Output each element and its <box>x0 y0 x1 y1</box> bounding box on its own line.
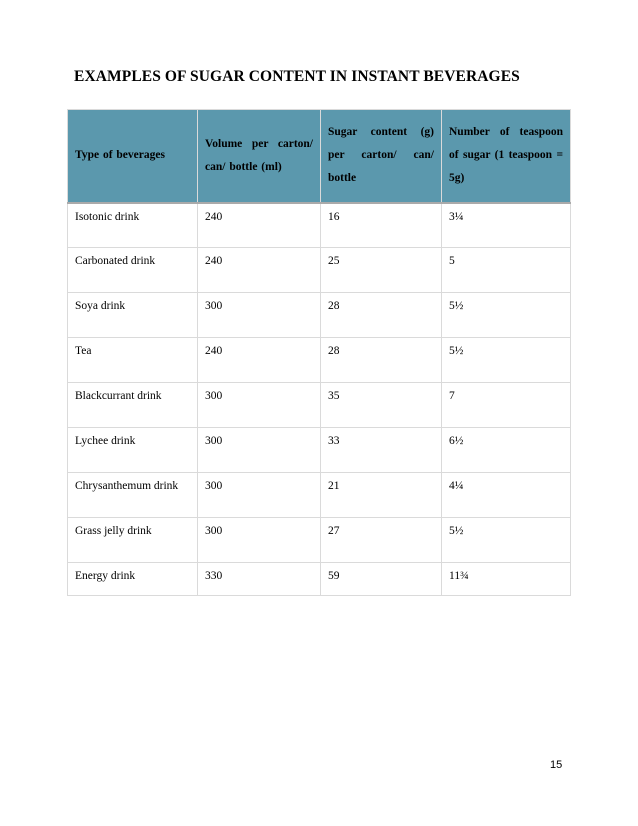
teaspoon-cell: 4¼ <box>442 473 571 518</box>
sugar-content-cell: 28 <box>321 293 442 338</box>
page-title: EXAMPLES OF SUGAR CONTENT IN INSTANT BEVERAGES <box>74 68 520 85</box>
beverage-type-cell: Blackcurrant drink <box>68 383 198 428</box>
beverage-type-cell: Lychee drink <box>68 428 198 473</box>
volume-cell: 300 <box>198 518 321 563</box>
table-row <box>68 248 571 293</box>
sugar-content-table <box>67 109 571 596</box>
header-volume: Volume per carton/ can/ bottle (ml) <box>198 110 321 203</box>
table-row <box>68 473 571 518</box>
header-sugar-content: Sugar content (g) per carton/ can/ bottle <box>321 110 442 203</box>
volume-cell: 240 <box>198 203 321 248</box>
beverage-type-cell: Carbonated drink <box>68 248 198 293</box>
teaspoon-cell: 5½ <box>442 293 571 338</box>
beverage-type-cell: Chrysanthemum drink <box>68 473 198 518</box>
teaspoon-cell: 5½ <box>442 338 571 383</box>
beverage-type-cell: Soya drink <box>68 293 198 338</box>
beverage-type-cell: Grass jelly drink <box>68 518 198 563</box>
volume-cell: 240 <box>198 248 321 293</box>
teaspoon-cell: 5 <box>442 248 571 293</box>
header-type-of-beverages: Type of beverages <box>68 110 198 203</box>
table-header <box>68 110 571 203</box>
volume-cell: 300 <box>198 293 321 338</box>
sugar-content-cell: 59 <box>321 563 442 596</box>
table-row <box>68 428 571 473</box>
teaspoon-cell: 6½ <box>442 428 571 473</box>
table-row <box>68 383 571 428</box>
volume-cell: 300 <box>198 383 321 428</box>
header-row <box>68 110 571 203</box>
sugar-content-cell: 16 <box>321 203 442 248</box>
sugar-content-cell: 35 <box>321 383 442 428</box>
teaspoon-cell: 7 <box>442 383 571 428</box>
table-row <box>68 338 571 383</box>
beverage-type-cell: Isotonic drink <box>68 203 198 248</box>
page-number: 15 <box>550 759 563 771</box>
beverage-type-cell: Tea <box>68 338 198 383</box>
teaspoon-cell: 3¼ <box>442 203 571 248</box>
teaspoon-cell: 11¾ <box>442 563 571 596</box>
table-row <box>68 518 571 563</box>
volume-cell: 300 <box>198 428 321 473</box>
teaspoon-cell: 5½ <box>442 518 571 563</box>
volume-cell: 330 <box>198 563 321 596</box>
volume-cell: 300 <box>198 473 321 518</box>
table-row <box>68 563 571 596</box>
sugar-content-cell: 33 <box>321 428 442 473</box>
table-row <box>68 203 571 248</box>
beverage-type-cell: Energy drink <box>68 563 198 596</box>
header-teaspoons: Number of teaspoon of sugar (1 teaspoon = 5g) <box>442 110 571 203</box>
sugar-content-cell: 27 <box>321 518 442 563</box>
volume-cell: 240 <box>198 338 321 383</box>
sugar-content-cell: 28 <box>321 338 442 383</box>
sugar-content-cell: 21 <box>321 473 442 518</box>
table-row <box>68 293 571 338</box>
table-body <box>68 203 571 596</box>
sugar-content-cell: 25 <box>321 248 442 293</box>
